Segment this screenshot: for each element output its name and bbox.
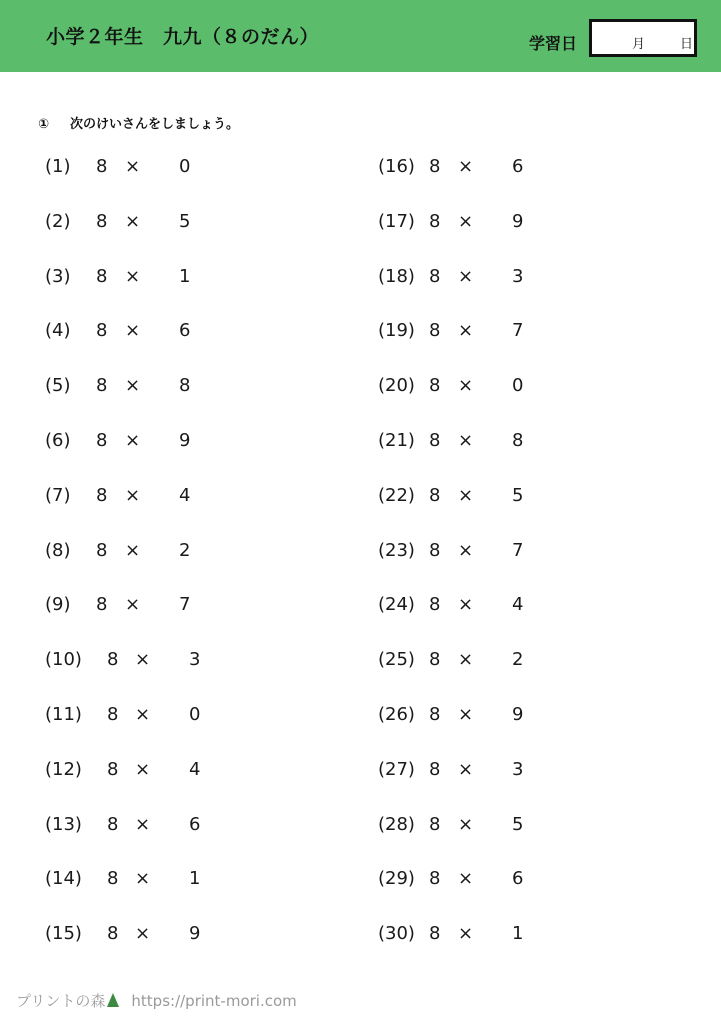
problem-multiplicand: 8: [107, 813, 119, 835]
problem-operator: ×: [458, 265, 474, 287]
problem-multiplicand: 8: [96, 320, 108, 342]
problem-multiplicand: 8: [96, 484, 108, 506]
problem-row: [378, 704, 638, 728]
problem-row: [45, 923, 305, 947]
problem-number: (7): [45, 484, 71, 506]
problem-row: [378, 375, 638, 399]
problem-multiplicand: 8: [107, 758, 119, 780]
problem-multiplicand: 8: [107, 868, 119, 890]
problem-number: (18): [378, 265, 415, 287]
problem-operator: ×: [458, 210, 474, 232]
problem-multiplicand: 8: [96, 156, 108, 177]
study-date-label: 学習日: [529, 34, 578, 53]
problem-row: [378, 430, 638, 454]
problem-multiplier: 0: [189, 704, 201, 725]
problem-multiplier: 8: [512, 430, 524, 451]
problem-multiplier: 5: [512, 813, 524, 835]
problem-row: [378, 320, 638, 344]
problem-operator: ×: [125, 594, 141, 616]
problem-operator: ×: [125, 265, 141, 287]
problem-number: (14): [45, 868, 82, 890]
problem-multiplicand: 8: [429, 375, 441, 397]
problem-multiplier: 4: [179, 484, 191, 506]
problem-multiplicand: 8: [96, 594, 108, 616]
problem-multiplier: 3: [512, 265, 524, 287]
problem-row: [378, 594, 638, 618]
problem-row: [378, 868, 638, 892]
problem-operator: ×: [458, 813, 474, 835]
problem-multiplier: 4: [189, 758, 201, 780]
problem-row: [378, 814, 638, 838]
problem-operator: ×: [458, 594, 474, 616]
problem-operator: ×: [458, 430, 474, 451]
problem-row: [45, 211, 305, 235]
problem-multiplier: 6: [512, 868, 524, 890]
footer: [16, 990, 297, 1011]
problem-multiplier: 9: [189, 923, 201, 945]
site-url: https://print-mori.com: [131, 992, 297, 1010]
problem-operator: ×: [125, 375, 141, 397]
problem-number: (5): [45, 375, 71, 397]
problem-number: (28): [378, 813, 415, 835]
problem-number: (30): [378, 923, 415, 945]
problem-number: (27): [378, 758, 415, 780]
problem-multiplicand: 8: [429, 320, 441, 342]
problem-operator: ×: [458, 320, 474, 342]
problem-number: (11): [45, 704, 82, 725]
problem-operator: ×: [458, 758, 474, 780]
problem-multiplier: 9: [512, 704, 524, 725]
problem-multiplicand: 8: [429, 430, 441, 451]
problem-row: [45, 594, 305, 618]
problem-multiplier: 4: [512, 594, 524, 616]
problem-operator: ×: [458, 484, 474, 506]
problem-row: [45, 266, 305, 290]
problem-operator: ×: [125, 210, 141, 232]
problem-operator: ×: [135, 758, 151, 780]
problem-multiplier: 9: [179, 430, 191, 451]
problem-multiplicand: 8: [96, 210, 108, 232]
problem-number: (8): [45, 539, 71, 561]
problem-number: (29): [378, 868, 415, 890]
study-date-box: [589, 19, 697, 57]
problem-multiplicand: 8: [429, 156, 441, 177]
problem-row: [45, 320, 305, 344]
problem-multiplier: 2: [179, 539, 191, 561]
instruction: [38, 113, 239, 132]
problem-multiplier: 7: [512, 539, 524, 561]
problem-row: [45, 540, 305, 564]
problem-operator: ×: [458, 923, 474, 945]
site-name: プリントの森: [16, 992, 106, 1010]
problem-row: [378, 266, 638, 290]
problem-operator: ×: [458, 375, 474, 397]
problem-multiplier: 3: [512, 758, 524, 780]
problem-multiplicand: 8: [429, 210, 441, 232]
problem-operator: ×: [458, 649, 474, 671]
instruction-number: ①: [38, 117, 50, 132]
problem-multiplicand: 8: [96, 265, 108, 287]
problem-multiplier: 2: [512, 649, 524, 671]
problem-row: [45, 649, 305, 673]
problem-row: [45, 375, 305, 399]
problem-multiplier: 5: [512, 484, 524, 506]
problem-operator: ×: [458, 704, 474, 725]
problem-row: [378, 649, 638, 673]
problem-number: (16): [378, 156, 415, 177]
problem-multiplier: 6: [179, 320, 191, 342]
problem-operator: ×: [135, 704, 151, 725]
problem-row: [378, 211, 638, 235]
problem-number: (3): [45, 265, 71, 287]
problem-multiplier: 9: [512, 210, 524, 232]
problem-multiplier: 0: [512, 375, 524, 397]
problem-multiplier: 3: [189, 649, 201, 671]
page-title: 小学２年生 九九（８のだん）: [46, 26, 320, 48]
problem-multiplier: 1: [179, 265, 191, 287]
header-bar: [0, 0, 721, 72]
problem-multiplier: 6: [189, 813, 201, 835]
problem-multiplier: 1: [189, 868, 201, 890]
problem-number: (17): [378, 210, 415, 232]
problem-number: (23): [378, 539, 415, 561]
problem-multiplicand: 8: [96, 539, 108, 561]
month-label: 月: [632, 37, 646, 52]
problem-operator: ×: [125, 320, 141, 342]
problem-multiplicand: 8: [429, 704, 441, 725]
problem-row: [378, 759, 638, 783]
problem-operator: ×: [458, 868, 474, 890]
problem-row: [45, 704, 305, 728]
problem-multiplier: 7: [179, 594, 191, 616]
problem-multiplicand: 8: [429, 758, 441, 780]
problem-number: (25): [378, 649, 415, 671]
problem-number: (6): [45, 430, 71, 451]
problem-multiplier: 6: [512, 156, 524, 177]
problem-operator: ×: [125, 430, 141, 451]
problem-row: [378, 156, 638, 180]
problem-row: [378, 540, 638, 564]
instruction-text: 次のけいさんをしましょう。: [70, 117, 240, 132]
problem-multiplier: 8: [179, 375, 191, 397]
problem-multiplicand: 8: [96, 375, 108, 397]
problem-multiplicand: 8: [429, 265, 441, 287]
problem-multiplier: 0: [179, 156, 191, 177]
problem-number: (21): [378, 430, 415, 451]
problem-operator: ×: [135, 868, 151, 890]
problem-row: [45, 814, 305, 838]
problem-multiplier: 1: [512, 923, 524, 945]
problem-multiplicand: 8: [107, 649, 119, 671]
tree-icon: [107, 993, 119, 1007]
problem-multiplicand: 8: [429, 649, 441, 671]
problem-number: (2): [45, 210, 71, 232]
problem-multiplicand: 8: [107, 923, 119, 945]
problem-number: (12): [45, 758, 82, 780]
problem-row: [45, 485, 305, 509]
problem-number: (19): [378, 320, 415, 342]
problem-operator: ×: [458, 539, 474, 561]
problem-row: [378, 923, 638, 947]
problem-row: [45, 759, 305, 783]
problem-multiplier: 7: [512, 320, 524, 342]
problem-operator: ×: [135, 813, 151, 835]
problem-number: (1): [45, 156, 71, 177]
problem-number: (10): [45, 649, 82, 671]
problem-row: [45, 156, 305, 180]
problem-number: (20): [378, 375, 415, 397]
problem-multiplicand: 8: [429, 594, 441, 616]
problem-operator: ×: [135, 649, 151, 671]
problem-multiplicand: 8: [96, 430, 108, 451]
problem-number: (9): [45, 594, 71, 616]
problem-row: [378, 485, 638, 509]
day-label: 日: [680, 37, 694, 52]
problem-multiplier: 5: [179, 210, 191, 232]
problem-number: (24): [378, 594, 415, 616]
problem-operator: ×: [125, 484, 141, 506]
problem-multiplicand: 8: [429, 868, 441, 890]
problem-operator: ×: [458, 156, 474, 177]
problem-multiplicand: 8: [429, 923, 441, 945]
problem-operator: ×: [125, 539, 141, 561]
problem-row: [45, 868, 305, 892]
problem-multiplicand: 8: [429, 813, 441, 835]
problem-number: (4): [45, 320, 71, 342]
problem-number: (26): [378, 704, 415, 725]
problem-number: (13): [45, 813, 82, 835]
problem-operator: ×: [125, 156, 141, 177]
problem-operator: ×: [135, 923, 151, 945]
problem-multiplicand: 8: [429, 539, 441, 561]
problem-row: [45, 430, 305, 454]
problem-number: (15): [45, 923, 82, 945]
problem-number: (22): [378, 484, 415, 506]
problem-multiplicand: 8: [107, 704, 119, 725]
problem-multiplicand: 8: [429, 484, 441, 506]
